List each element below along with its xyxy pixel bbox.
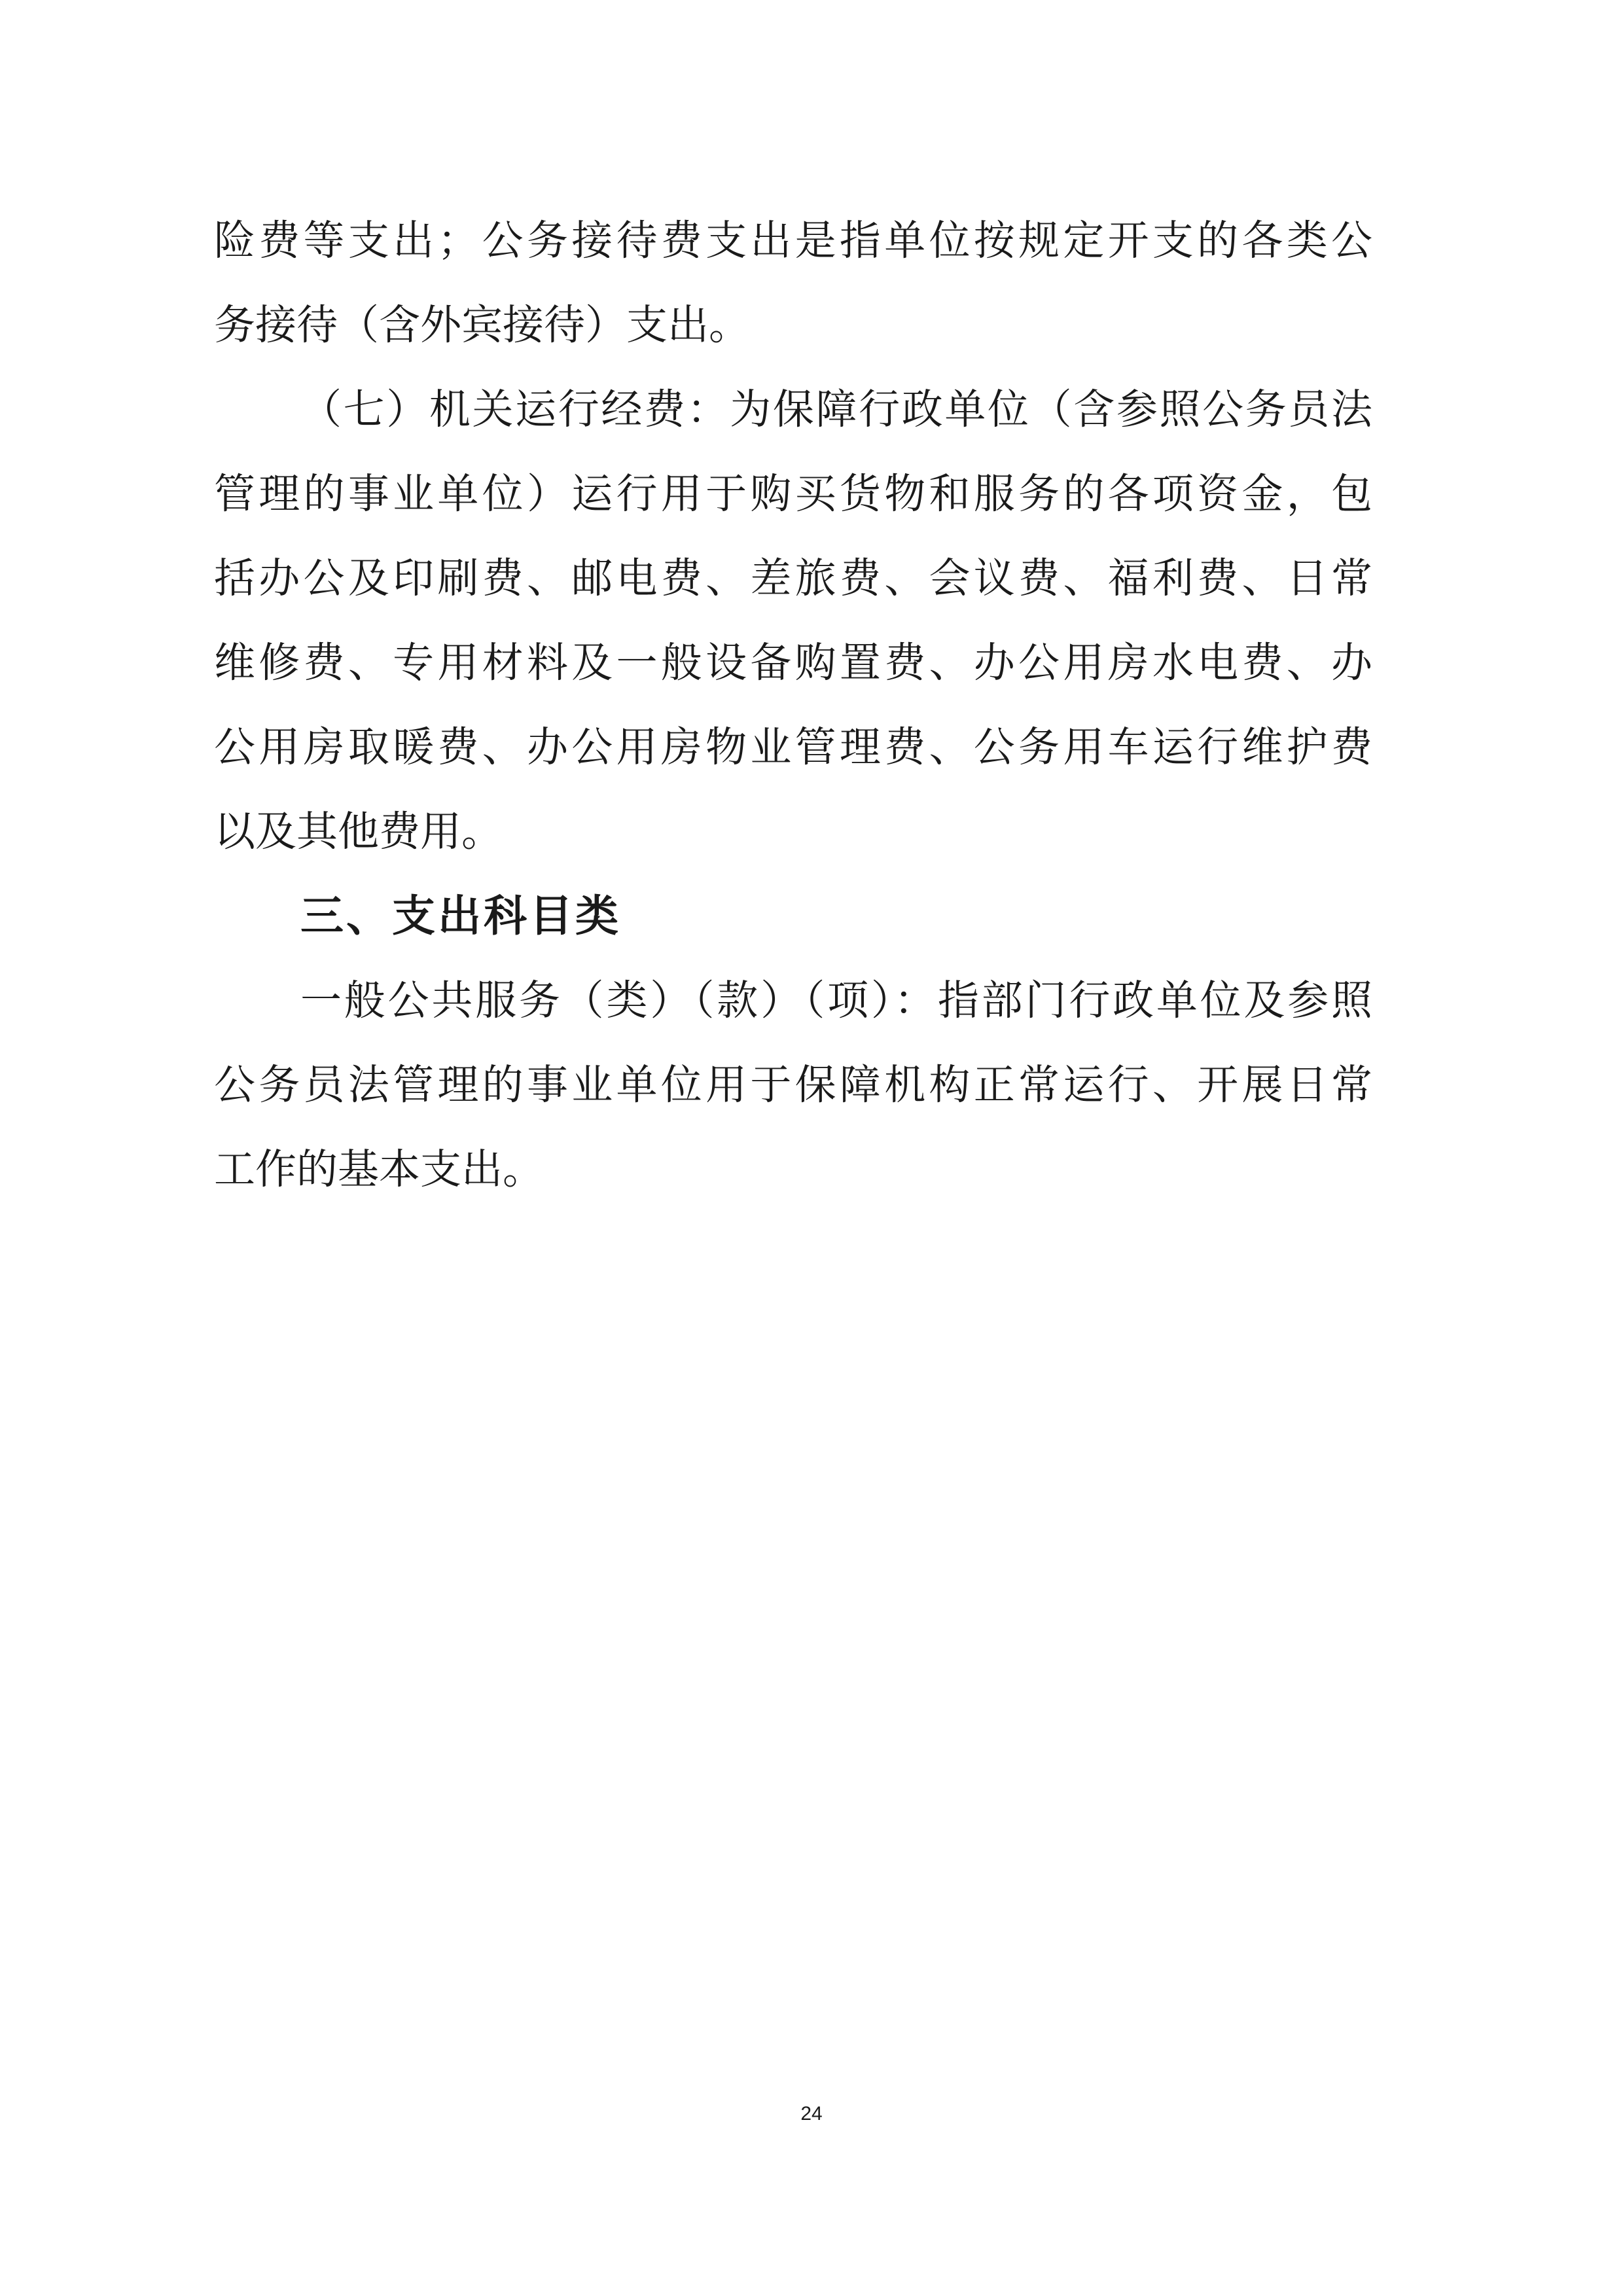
text-line: 括办公及印刷费、邮电费、差旅费、会议费、福利费、日常 <box>214 554 1372 602</box>
page-number: 24 <box>800 2103 823 2125</box>
text-line: 一般公共服务（类）（款）（项）：指部门行政单位及参照 <box>300 977 1372 1024</box>
text-line: （七）机关运行经费：为保障行政单位（含参照公务员法 <box>300 386 1372 433</box>
text-line: 险费等支出；公务接待费支出是指单位按规定开支的各类公 <box>214 217 1372 264</box>
text-line: 以及其他费用。 <box>214 808 503 855</box>
section-heading: 三、支出科目类 <box>300 891 621 941</box>
text-line: 务接待（含外宾接待）支出。 <box>214 301 750 349</box>
text-line: 公用房取暖费、办公用房物业管理费、公务用车运行维护费 <box>214 723 1372 771</box>
text-line: 维修费、专用材料及一般设备购置费、办公用房水电费、办 <box>214 639 1372 687</box>
text-line: 公务员法管理的事业单位用于保障机构正常运行、开展日常 <box>214 1061 1372 1109</box>
text-line: 工作的基本支出。 <box>214 1145 544 1193</box>
text-line: 管理的事业单位）运行用于购买货物和服务的各项资金，包 <box>214 470 1372 518</box>
